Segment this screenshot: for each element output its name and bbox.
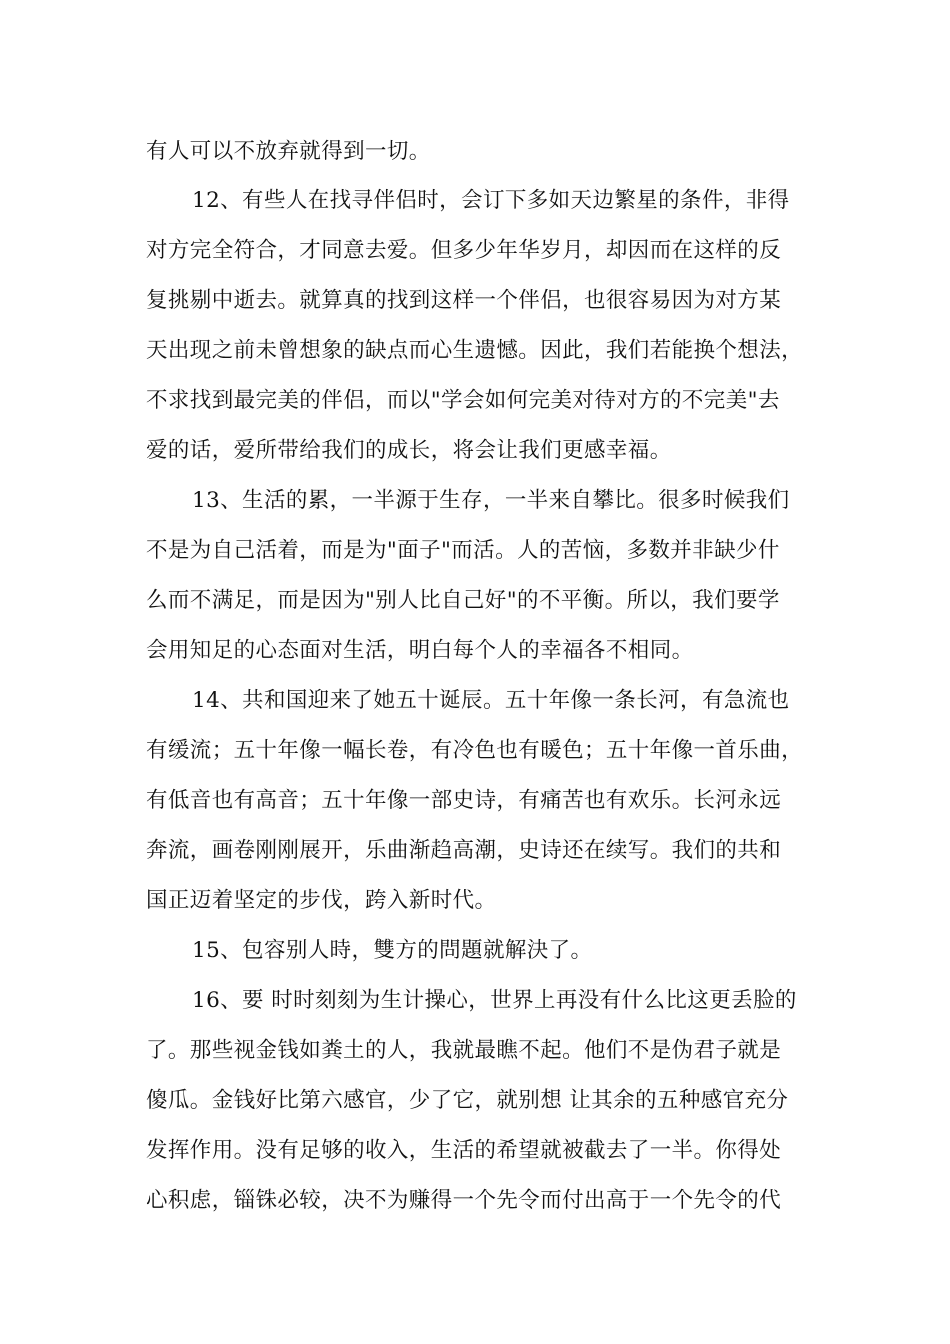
text-line: 16、要 时时刻刻为生计操心，世界上再没有什么比这更丢脸的 [192,988,797,1013]
text-line: 天出现之前未曾想象的缺点而心生遗憾。因此，我们若能换个想法， [146,338,804,363]
text-line: 12、有些人在找寻伴侣时，会订下多如天边繁星的条件，非得 [192,188,790,213]
text-line: 15、包容别人時，雙方的問題就解決了。 [192,938,593,963]
text-line: 么而不满足，而是因为"别人比自己好"的不平衡。所以，我们要学 [146,588,780,613]
text-line: 奔流，画卷刚刚展开，乐曲渐趋高潮，史诗还在续写。我们的共和 [146,838,782,863]
text-line: 有人可以不放弃就得到一切。 [146,139,431,164]
text-line: 爱的话，爱所带给我们的成长，将会让我们更感幸福。 [146,438,672,463]
text-line: 不是为自己活着，而是为"面子"而活。人的苦恼，多数并非缺少什 [146,538,780,563]
text-line: 傻瓜。金钱好比第六感官，少了它，就别想 让其余的五种感官充分 [146,1088,789,1113]
text-line: 不求找到最完美的伴侣，而以"学会如何完美对待对方的不完美"去 [146,388,780,413]
text-line: 14、共和国迎来了她五十诞辰。五十年像一条长河，有急流也 [192,688,790,713]
text-line: 心积虑，锱铢必较，决不为赚得一个先令而付出高于一个先令的代 [146,1188,782,1213]
text-line: 发挥作用。没有足够的收入，生活的希望就被截去了一半。你得处 [146,1138,782,1163]
text-line: 会用知足的心态面对生活，明白每个人的幸福各不相同。 [146,638,694,663]
text-line: 复挑剔中逝去。就算真的找到这样一个伴侣，也很容易因为对方某 [146,288,782,313]
text-line: 国正迈着坚定的步伐，跨入新时代。 [146,888,497,913]
text-line: 有低音也有高音；五十年像一部史诗，有痛苦也有欢乐。长河永远 [146,788,782,813]
text-line: 有缓流；五十年像一幅长卷，有冷色也有暖色；五十年像一首乐曲， [146,738,804,763]
text-line: 了。那些视金钱如粪土的人，我就最瞧不起。他们不是伪君子就是 [146,1038,782,1063]
text-line: 对方完全符合，才同意去爱。但多少年华岁月，却因而在这样的反 [146,238,782,263]
text-line: 13、生活的累，一半源于生存，一半来自攀比。很多时候我们 [192,488,790,513]
